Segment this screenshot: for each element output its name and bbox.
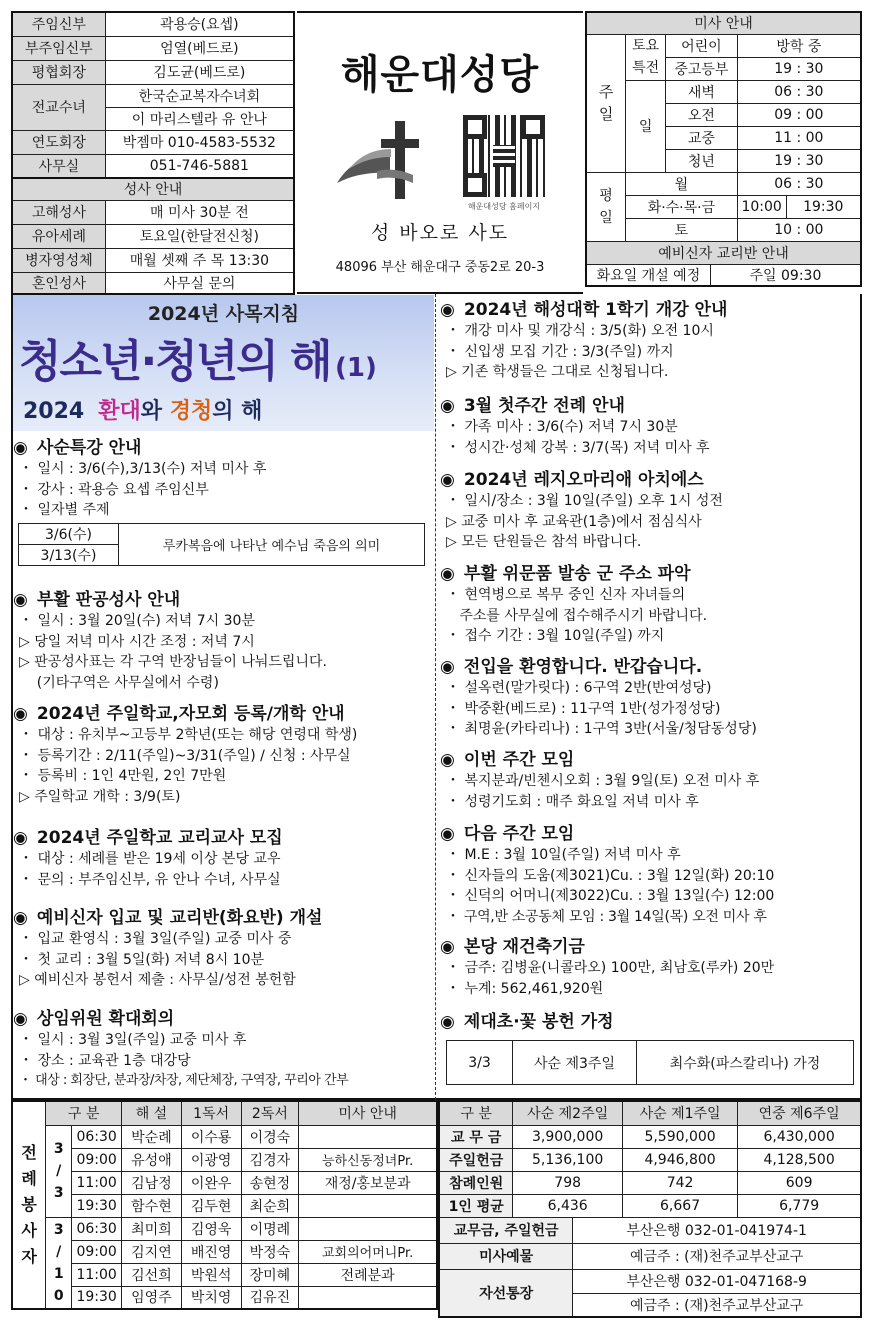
pastoral-banner (13, 295, 434, 431)
notice-line: ▷ 모든 단원들은 참석 바랍니다. (446, 534, 642, 550)
server-time: 09:00 (72, 1240, 122, 1263)
server-time: 11:00 (72, 1263, 122, 1286)
notice-line: ・ 일시 : 3/6(수),3/13(수) 저녁 미사 후 (19, 461, 267, 477)
weekday-key: 토 (626, 218, 738, 241)
server-name: 김지연 (122, 1240, 182, 1263)
notice-line: ・ 등록비 : 1인 4만원, 2인 7만원 (19, 768, 227, 784)
staff-value: 박젬마 010-4583-5532 (105, 130, 294, 154)
notice-line: ・ 누계: 562,461,920원 (446, 980, 604, 997)
bullet-icon: ◉ (440, 1012, 455, 1032)
notice-title (13, 1008, 434, 1030)
weekday-text: 평일 (599, 187, 613, 226)
server-guide (299, 1194, 437, 1217)
bullet-icon: ◉ (440, 564, 455, 584)
server-name: 박원석 (181, 1263, 241, 1286)
notice-title-text: 상임위원 확대회의 (36, 1009, 175, 1029)
mass-value: 11 : 00 (737, 126, 861, 149)
server-name: 박순례 (122, 1125, 182, 1148)
weekday-key: 월 (626, 172, 738, 195)
church-name: 해운대성당 (340, 52, 540, 98)
notice-title (440, 823, 860, 845)
bullet-icon: ◉ (440, 300, 455, 320)
notice-rebuild-fund (440, 936, 860, 999)
notice-title-text: 2024년 레지오마리애 아치에스 (463, 470, 704, 490)
notice-line: ▷ 주일학교 개학 : 3/9(토) (19, 788, 181, 805)
weekday-value: 19:30 (786, 195, 861, 218)
server-guide: 전례분과 (299, 1263, 437, 1286)
notice-title (440, 563, 860, 585)
finance-value: 4,946,800 (622, 1148, 737, 1171)
sacrament-key: 병자영성체 (12, 248, 105, 272)
catechumen-value: 주일 09:30 (710, 264, 861, 286)
finance-key: 주일헌금 (439, 1148, 513, 1171)
notice-line: ・ 등록기간 : 2/11(주일)~3/31(주일) / 신청 : 사무실 (19, 747, 351, 764)
bullet-icon: ◉ (13, 1009, 28, 1029)
server-name: 송현정 (241, 1171, 299, 1194)
right-column (440, 299, 860, 1097)
banner-year-of: 의 해 (212, 399, 263, 424)
weekday-label (586, 172, 626, 241)
finance-value: 6,667 (622, 1194, 737, 1217)
notice-title-text: 부활 위문품 발송 군 주소 파악 (463, 564, 691, 584)
notice-line: ・ 금주: 김병윤(니콜라오) 100만, 최남호(루카) 20만 (446, 960, 775, 976)
bullet-icon: ◉ (13, 704, 28, 724)
notice-line: ・ 일자별 주제 (19, 502, 110, 518)
notice-title-text: 부활 판공성사 안내 (36, 590, 181, 610)
notice-line: ・ 성시간·성체 강복 : 3/7(목) 저녁 미사 후 (446, 439, 710, 456)
notice-title (13, 437, 434, 459)
account1-bank: 부산은행 032-01-041974-1 (573, 1217, 861, 1243)
notice-line: ・ 접수 기간 : 3월 10일(주일) 까지 (446, 628, 665, 644)
notice-title (13, 827, 434, 849)
notice-title (13, 589, 434, 611)
bullet-icon: ◉ (440, 396, 455, 416)
notice-line: ・ 대상 : 회장단, 분과장/차장, 제단체장, 구역장, 꾸리아 간부 (19, 1073, 349, 1088)
banner-top: 2024년 사목지침 (147, 303, 300, 325)
saturday-vigil-label (626, 34, 666, 80)
finance-value: 742 (622, 1171, 737, 1194)
notice-line: ・ 장소 : 교육관 1층 대강당 (19, 1052, 191, 1069)
catechumen-title: 예비신자 교리반 안내 (586, 241, 861, 264)
finance-value: 798 (513, 1171, 622, 1194)
notice-line: 주소를 사무실에 접수해주시기 바랍니다. (446, 607, 708, 624)
servers-side-char: 자 (21, 1247, 37, 1266)
notice-line: ・ 구역,반 소공동체 모임 : 3월 14일(목) 오전 미사 후 (446, 908, 767, 925)
server-name: 이광영 (181, 1148, 241, 1171)
notice-title-text: 예비신자 입교 및 교리반(화요반) 개설 (36, 908, 323, 928)
notice-title (440, 749, 860, 771)
church-logo (335, 113, 425, 203)
server-guide (299, 1125, 437, 1148)
staff-key: 주임신부 (12, 12, 105, 36)
servers-date-group (46, 1217, 72, 1309)
notice-line: ・ 박중환(베드로) : 11구역 1반(성가정성당) (446, 700, 721, 717)
mass-key: 중고등부 (666, 57, 738, 80)
notice-title-text: 2024년 주일학교,자모회 등록/개학 안내 (36, 704, 345, 724)
notice-line: ・ 대상 : 세례를 받은 19세 이상 본당 교우 (19, 851, 281, 867)
staff-table (11, 11, 295, 179)
notice-sunday-school (13, 703, 434, 807)
server-time: 11:00 (72, 1171, 122, 1194)
notice-line: ▷ 교중 미사 후 교육관(1층)에서 점심식사 (446, 513, 702, 530)
banner-headline (19, 325, 377, 389)
sacrament-key: 혼인성사 (12, 272, 105, 294)
staff-value: 051-746-5881 (105, 154, 294, 178)
servers-head: 해 설 (122, 1101, 182, 1125)
flowers-family: 최수화(파스칼리나) 가정 (637, 1041, 854, 1085)
staff-key: 부주임신부 (12, 36, 105, 60)
notice-line: ▷ 예비신자 봉헌서 제출 : 사무실/성전 봉헌함 (19, 972, 296, 988)
server-name: 함수현 (122, 1194, 182, 1217)
mass-key: 교중 (666, 126, 738, 149)
server-guide (299, 1286, 437, 1309)
notice-line: ・ 강사 : 곽용승 요셉 주임신부 (19, 481, 209, 498)
notice-title (440, 299, 860, 321)
server-guide (299, 1217, 437, 1240)
mass-value: 방학 중 (737, 34, 861, 57)
server-time: 06:30 (72, 1217, 122, 1240)
notice-title-text: 2024년 주일학교 교리교사 모집 (36, 828, 283, 848)
notice-title-text: 3월 첫주간 전례 안내 (463, 396, 625, 416)
server-time: 09:00 (72, 1148, 122, 1171)
finance-value: 6,779 (738, 1194, 861, 1217)
server-name: 최순희 (241, 1194, 299, 1217)
sacrament-value: 사무실 문의 (105, 272, 294, 294)
servers-side-char: 사 (21, 1221, 37, 1240)
finance-key: 참례인원 (439, 1171, 513, 1194)
account1-key: 교무금, 주일헌금 (439, 1217, 573, 1243)
sacrament-value: 매월 셋째 주 목 13:30 (105, 248, 294, 272)
lecture-topic: 루카복음에 나타난 예수님 죽음의 의미 (119, 523, 425, 565)
left-column (13, 437, 434, 1097)
mass-key: 오전 (666, 103, 738, 126)
staff-value: 이 마리스텔라 유 안나 (105, 107, 294, 130)
notice-title (13, 703, 434, 725)
finance-key: 1인 평균 (439, 1194, 513, 1217)
account2-bank: 부산은행 032-01-047168-9 (573, 1269, 861, 1293)
notice-line: ・ 일시 : 3월 20일(수) 저녁 7시 30분 (19, 613, 255, 629)
server-name: 박치영 (181, 1286, 241, 1309)
banner-welcome: 환대 (98, 399, 141, 424)
notice-line: ・ 개강 미사 및 개강식 : 3/5(화) 오전 10시 (446, 323, 714, 339)
church-address: 48096 부산 해운대구 중동2로 20-3 (335, 260, 545, 275)
notice-line: (기타구역은 사무실에서 수령) (19, 674, 219, 691)
sunday-text: 주일 (598, 83, 614, 123)
finance-value: 609 (738, 1171, 861, 1194)
finance-value: 5,136,100 (513, 1148, 622, 1171)
server-name: 임영주 (122, 1286, 182, 1309)
notice-line: ・ 현역병으로 복무 중인 신자 자녀들의 (446, 587, 686, 603)
notice-title-text: 전입을 환영합니다. 반갑습니다. (463, 657, 703, 677)
mass-value: 19 : 30 (737, 149, 861, 172)
staff-value: 엄열(베드로) (105, 36, 294, 60)
flowers-week: 사순 제3주일 (513, 1041, 637, 1085)
notice-line: ・ 문의 : 부주임신부, 유 안나 수녀, 사무실 (19, 871, 281, 888)
mass-table (585, 11, 862, 287)
sunday-day-label: 일 (626, 80, 666, 172)
mass-value: 06 : 30 (737, 80, 861, 103)
sacrament-title: 성사 안내 (12, 178, 294, 200)
mass-title: 미사 안내 (586, 12, 861, 34)
catechumen-key: 화요일 개설 예정 (586, 264, 710, 286)
patron-saint: 성 바오로 사도 (370, 222, 510, 244)
server-guide: 교회의어머니Pr. (299, 1240, 437, 1263)
notice-title (440, 469, 860, 491)
notice-line: ・ 일시 : 3월 3일(주일) 교중 미사 후 (19, 1032, 247, 1048)
servers-head: 2독서 (241, 1101, 299, 1125)
staff-key: 평협회장 (12, 60, 105, 84)
mass-value: 09 : 00 (737, 103, 861, 126)
server-name: 김남정 (122, 1171, 182, 1194)
notice-haesung-college (440, 299, 860, 383)
notice-line: ・ M.E : 3월 10일(주일) 저녁 미사 후 (446, 847, 681, 863)
server-name: 이완우 (181, 1171, 241, 1194)
bullet-icon: ◉ (440, 750, 455, 770)
bullet-icon: ◉ (13, 828, 28, 848)
server-name: 김경자 (241, 1148, 299, 1171)
sacrament-key: 고해성사 (12, 200, 105, 224)
staff-key: 연도회장 (12, 130, 105, 154)
bullet-icon: ◉ (440, 824, 455, 844)
server-guide: 능하신동정녀Pr. (299, 1148, 437, 1171)
notice-title (440, 1011, 860, 1033)
notice-line: ・ 첫 교리 : 3월 5일(화) 저녁 8시 10분 (19, 951, 265, 968)
server-name: 김유진 (241, 1286, 299, 1309)
bullet-icon: ◉ (13, 590, 28, 610)
server-name: 이수룡 (181, 1125, 241, 1148)
notice-altar-flowers (440, 1011, 860, 1085)
notice-title (440, 936, 860, 958)
servers-side-char: 봉 (21, 1195, 37, 1214)
sacrament-key: 유아세례 (12, 224, 105, 248)
notice-title (440, 395, 860, 417)
weekday-value: 10 : 00 (737, 218, 861, 241)
servers-date-text: 3 / 3 (53, 1141, 64, 1201)
servers-side-char: 례 (21, 1169, 37, 1188)
staff-key: 전교수녀 (12, 84, 105, 130)
staff-value: 곽용승(요셉) (105, 12, 294, 36)
bullet-icon: ◉ (440, 657, 455, 677)
notice-line: ・ 대상 : 유치부~고등부 2학년(또는 해당 연령대 학생) (19, 727, 358, 743)
servers-date-group (46, 1125, 72, 1217)
finance-key: 교 무 금 (439, 1125, 513, 1148)
qr-caption: 해운대성당 홈페이지 (467, 202, 541, 211)
notice-legio-acies (440, 469, 860, 553)
servers-date-text: 3 / 10 (53, 1221, 64, 1304)
notice-line: ・ 신덕의 어머니(제3022)Cu. : 3월 13일(수) 12:00 (446, 888, 775, 904)
lecture-date: 3/6(수) (19, 523, 119, 544)
server-name: 김두현 (181, 1194, 241, 1217)
notice-line: ・ 일시/장소 : 3월 10일(주일) 오후 1시 성전 (446, 493, 723, 509)
notice-title-text: 제대초·꽃 봉헌 가정 (463, 1012, 614, 1032)
weekday-value: 06 : 30 (737, 172, 861, 195)
notice-catechumen-class (13, 907, 434, 991)
notice-lent-lecture (13, 437, 434, 566)
banner-and: 와 (140, 399, 163, 424)
notice-title-text: 다음 주간 모임 (463, 824, 575, 844)
staff-value: 한국순교복자수녀회 (105, 84, 294, 107)
server-name: 이명례 (241, 1217, 299, 1240)
server-time: 19:30 (72, 1194, 122, 1217)
notice-military-gift (440, 563, 860, 647)
mass-key: 어린이 (666, 34, 738, 57)
altar-flowers-table (446, 1040, 854, 1085)
liturgy-servers-table (11, 1100, 438, 1310)
servers-side-label (12, 1101, 46, 1309)
servers-head: 구 분 (46, 1101, 122, 1125)
notice-catechist-recruit (13, 827, 434, 890)
notice-line: ・ 신자들의 도움(제3021)Cu. : 3월 12일(화) 20:10 (446, 867, 775, 884)
mass-value: 19 : 30 (737, 57, 861, 80)
banner-main: 청소년·청년의 해 (19, 336, 331, 387)
server-name: 김영욱 (181, 1217, 241, 1240)
finance-value: 6,436 (513, 1194, 622, 1217)
notice-line: ・ 성령기도회 : 매주 화요일 저녁 미사 후 (446, 793, 699, 810)
bullet-icon: ◉ (13, 438, 28, 458)
server-name: 박정숙 (241, 1240, 299, 1263)
notice-line: ・ 최명윤(카타리나) : 1구역 3반(서울/청담동성당) (446, 721, 757, 737)
server-name: 유성애 (122, 1148, 182, 1171)
bullet-icon: ◉ (440, 937, 455, 957)
column-divider (435, 294, 437, 1100)
servers-side-char: 전 (21, 1143, 37, 1162)
notice-welcome-newcomers (440, 656, 860, 740)
masthead (297, 11, 583, 294)
finance-value: 6,430,000 (738, 1125, 861, 1148)
bullet-icon: ◉ (440, 470, 455, 490)
notice-easter-confession (13, 589, 434, 693)
qr-code[interactable] (463, 115, 545, 197)
server-name: 이경숙 (241, 1125, 299, 1148)
finance-head: 연중 제6주일 (738, 1101, 861, 1125)
banner-subtitle (23, 394, 262, 425)
notice-committee-meeting (13, 1008, 434, 1092)
sunday-label (586, 34, 626, 172)
weekday-key: 화·수·목·금 (626, 195, 738, 218)
sacrament-value: 토요일(한달전신청) (105, 224, 294, 248)
finance-head: 사순 제1주일 (622, 1101, 737, 1125)
finance-value: 3,900,000 (513, 1125, 622, 1148)
notice-next-week-meetings (440, 823, 860, 927)
notice-title-text: 2024년 해성대학 1학기 개강 안내 (463, 300, 728, 320)
notice-line: ・ 설옥련(말가릿다) : 6구역 2반(반여성당) (446, 680, 712, 696)
account2-key: 자선통장 (439, 1269, 573, 1317)
weekday-value: 10:00 (737, 195, 786, 218)
finance-head: 구 분 (439, 1101, 513, 1125)
notice-liturgy-first-week (440, 395, 860, 458)
lecture-date: 3/13(수) (19, 544, 119, 565)
flowers-date: 3/3 (447, 1041, 513, 1085)
account1-holder: 예금주 : (재)천주교부산교구 (573, 1243, 861, 1269)
servers-head: 미사 안내 (299, 1101, 437, 1125)
account1-key2: 미사예물 (439, 1243, 573, 1269)
notice-this-week-meetings (440, 749, 860, 812)
server-name: 최미희 (122, 1217, 182, 1240)
finance-value: 5,590,000 (622, 1125, 737, 1148)
server-time: 19:30 (72, 1286, 122, 1309)
server-name: 장미혜 (241, 1263, 299, 1286)
mass-key: 새벽 (666, 80, 738, 103)
notice-line: ・ 복지분과/빈첸시오회 : 3월 9일(토) 오전 미사 후 (446, 773, 760, 789)
notice-title (440, 656, 860, 678)
notice-title (13, 907, 434, 929)
account2-holder: 예금주 : (재)천주교부산교구 (573, 1293, 861, 1317)
notice-title-text: 본당 재건축기금 (463, 937, 585, 957)
server-guide: 재정/홍보분과 (299, 1171, 437, 1194)
lecture-topic-table (18, 523, 425, 566)
sacrament-table (11, 177, 295, 295)
servers-head: 1독서 (181, 1101, 241, 1125)
staff-value: 김도균(베드로) (105, 60, 294, 84)
server-name: 배진영 (181, 1240, 241, 1263)
notice-title-text: 사순특강 안내 (36, 438, 142, 458)
banner-year: 2024 (23, 399, 85, 424)
notice-line: ・ 가족 미사 : 3/6(수) 저녁 7시 30분 (446, 419, 678, 435)
notice-line: ・ 입교 환영식 : 3월 3일(주일) 교중 미사 중 (19, 931, 292, 947)
finance-value: 4,128,500 (738, 1148, 861, 1171)
notice-title-text: 이번 주간 모임 (463, 750, 575, 770)
server-time: 06:30 (72, 1125, 122, 1148)
notice-line: ▷ 당일 저녁 미사 시간 조정 : 저녁 7시 (19, 633, 255, 650)
notice-line: ▷ 판공성사표는 각 구역 반장님들이 나눠드립니다. (19, 654, 327, 670)
notice-line: ▷ 기존 학생들은 그대로 신청됩니다. (446, 364, 669, 380)
mass-key: 청년 (666, 149, 738, 172)
staff-key: 사무실 (12, 154, 105, 178)
server-name: 김선희 (122, 1263, 182, 1286)
finance-head: 사순 제2주일 (513, 1101, 622, 1125)
bullet-icon: ◉ (13, 908, 28, 928)
saturday-vigil-text: 토요특전 (632, 38, 660, 76)
finance-table (438, 1100, 862, 1318)
sacrament-value: 매 미사 30분 전 (105, 200, 294, 224)
banner-listening: 경청 (169, 399, 213, 424)
banner-number: (1) (335, 353, 377, 383)
notice-line: ・ 신입생 모집 기간 : 3/3(주일) 까지 (446, 343, 674, 360)
